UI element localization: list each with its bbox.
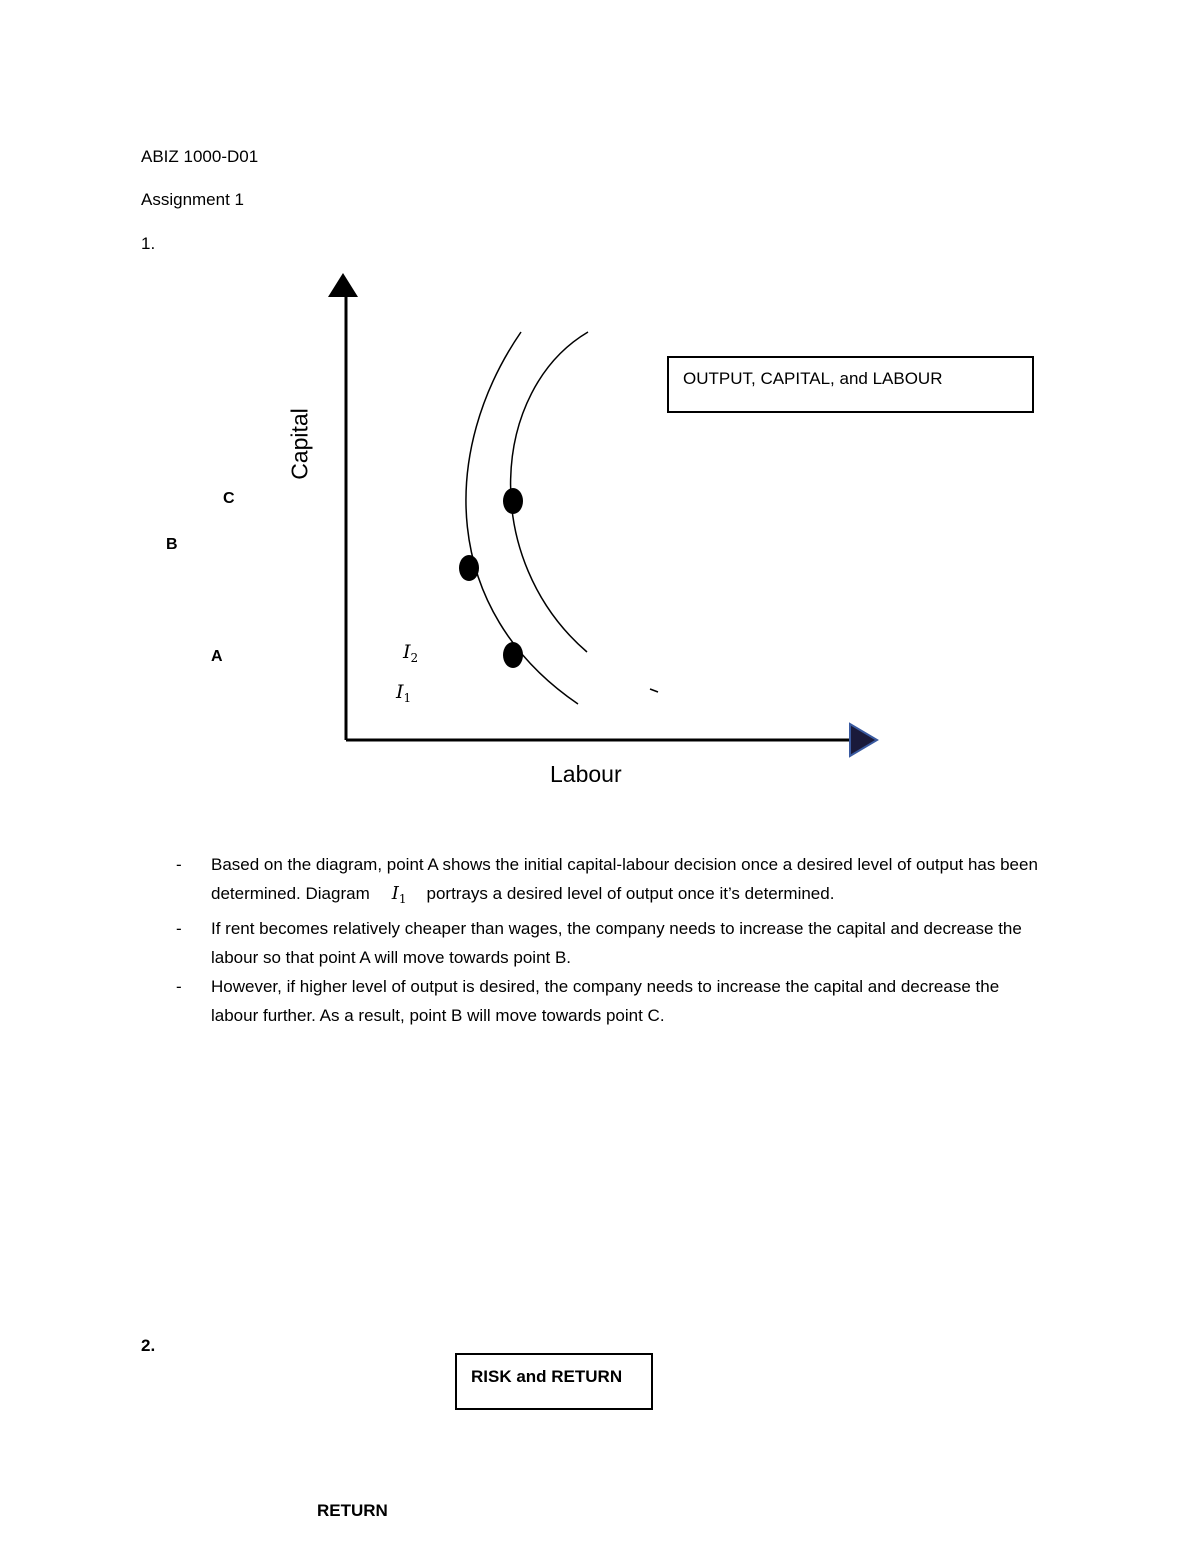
list-item xyxy=(176,972,1046,1030)
point-c-dot xyxy=(503,488,523,514)
bullet-dash: - xyxy=(176,977,182,996)
point-a-label: A xyxy=(211,648,223,665)
point-b-dot xyxy=(459,555,479,581)
bullet-dash: - xyxy=(176,855,182,874)
curve-i2-label: $I_2$ xyxy=(403,641,419,665)
risk-return-title-box xyxy=(455,1353,653,1410)
y-axis-label: Capital xyxy=(286,408,313,480)
stray-mark xyxy=(650,689,658,692)
bullet-dash: - xyxy=(176,919,182,938)
assignment-title: Assignment 1 xyxy=(141,190,244,209)
bullet-text-continued: portrays a desired level of output once it’s determined. xyxy=(426,884,835,903)
risk-return-title: RISK and RETURN xyxy=(471,1367,623,1386)
diagram-title-box xyxy=(667,356,1034,413)
y-axis-arrow xyxy=(328,273,358,297)
point-c-label: C xyxy=(223,490,235,507)
curve-i1-label: $I_1$ xyxy=(396,681,412,705)
bullet-text: Based on the diagram, point A shows the initial capital-labour decision once a desired level of output has been determined. Diagram xyxy=(211,855,1038,903)
diagram-title: OUTPUT, CAPITAL, and LABOUR xyxy=(683,369,943,388)
bullet-text: If rent becomes relatively cheaper than wages, the company needs to increase the capital and decrease the labour so that point A will move towards point B. xyxy=(211,919,1022,967)
list-item xyxy=(176,914,1046,972)
return-label: RETURN xyxy=(317,1501,388,1520)
x-axis-arrow xyxy=(850,724,877,756)
isoquant-curve-i1 xyxy=(466,332,578,704)
list-item xyxy=(176,850,1046,914)
course-code: ABIZ 1000-D01 xyxy=(141,147,259,166)
point-a-dot xyxy=(503,642,523,668)
inline-math-i1: $I_1$ xyxy=(391,883,407,906)
question-2-number: 2. xyxy=(141,1336,156,1355)
answer-bullet-list xyxy=(176,850,1046,1030)
x-axis-label: Labour xyxy=(550,761,622,787)
question-1-number: 1. xyxy=(141,234,156,253)
bullet-text: However, if higher level of output is desired, the company needs to increase the capital and decrease the labour further. As a result, point B will move towards point C. xyxy=(211,977,1000,1025)
point-b-label: B xyxy=(166,536,178,553)
isoquant-curve-i2 xyxy=(511,332,588,652)
